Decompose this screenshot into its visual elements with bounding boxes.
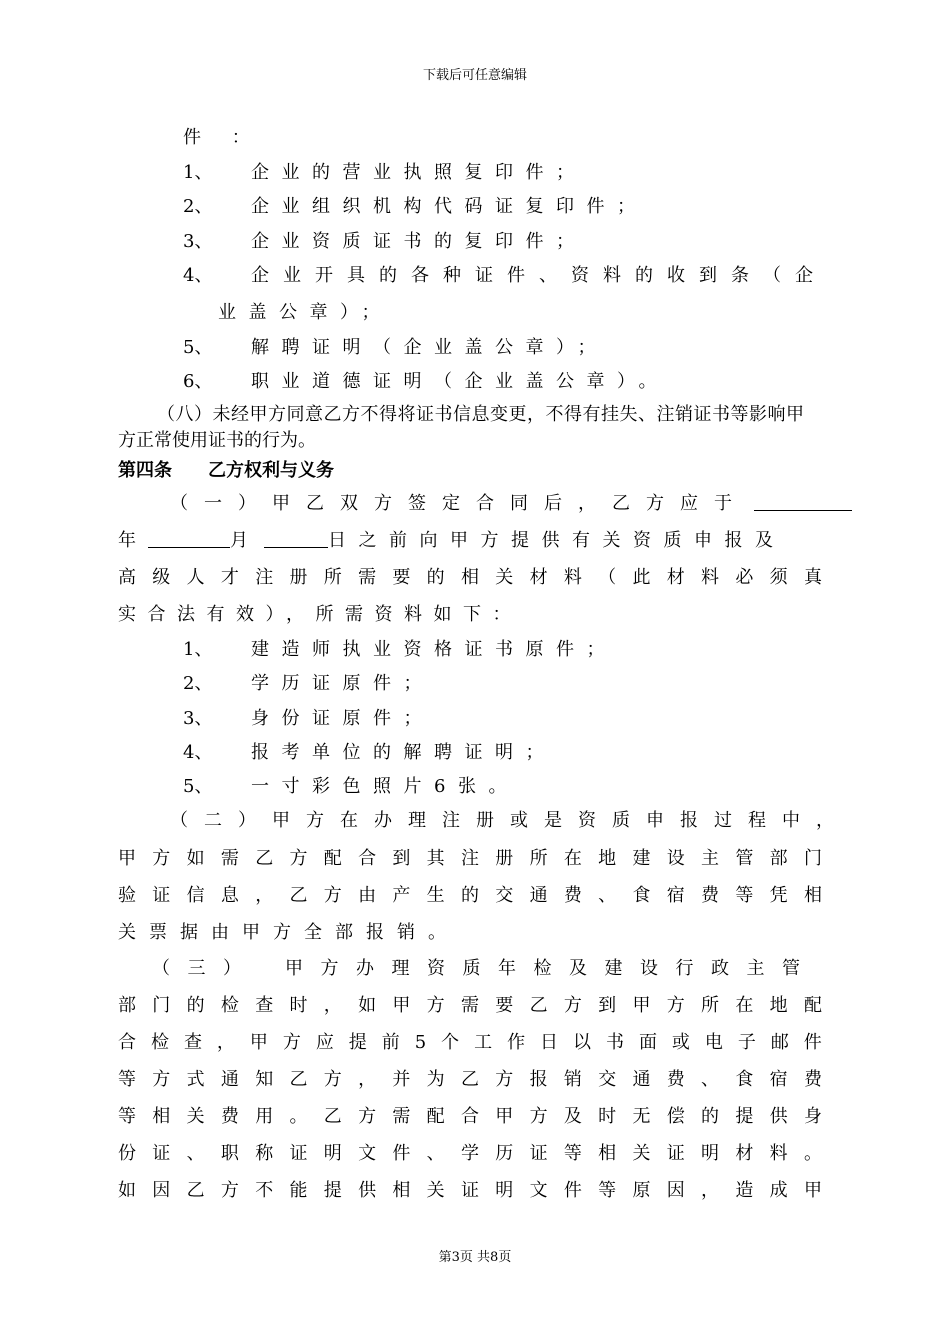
glyph: 应 bbox=[315, 1032, 334, 1053]
glyph: 交 bbox=[598, 1069, 617, 1090]
glyph: 无 bbox=[632, 1106, 651, 1127]
glyph: 息 bbox=[220, 885, 239, 906]
glyph: 方 bbox=[529, 1106, 548, 1127]
text-span: 月 bbox=[230, 530, 248, 551]
glyph: 成 bbox=[769, 1180, 788, 1201]
paragraph-line bbox=[170, 492, 852, 515]
glyph: 证 bbox=[460, 1180, 479, 1201]
glyph: 方 bbox=[220, 1180, 239, 1201]
glyph: 设 bbox=[666, 848, 685, 869]
glyph: ， bbox=[323, 995, 342, 1016]
blank-line bbox=[264, 529, 328, 548]
glyph: 学 bbox=[460, 1143, 479, 1164]
list-item bbox=[183, 196, 648, 218]
glyph: 职 bbox=[220, 1143, 239, 1164]
glyph: 个 bbox=[441, 1032, 460, 1053]
list-item bbox=[183, 162, 587, 184]
glyph: 查 bbox=[255, 995, 274, 1016]
paragraph-line: 实合法有效），所需资料如下： bbox=[118, 604, 522, 625]
glyph: 配 bbox=[803, 995, 822, 1016]
list-item bbox=[183, 265, 827, 287]
glyph: 原 bbox=[632, 1180, 651, 1201]
glyph: 明 bbox=[323, 1143, 342, 1164]
text-line: 件 ： bbox=[183, 127, 263, 148]
list-item bbox=[183, 371, 669, 393]
paragraph-line: （八）未经甲方同意乙方不得将证书信息变更，不得有挂失、注销证书等影响甲 bbox=[157, 404, 805, 425]
glyph: 乙 bbox=[289, 885, 308, 906]
glyph: 前 bbox=[381, 1032, 400, 1053]
glyph: 费 bbox=[666, 1069, 685, 1090]
glyph: 检 bbox=[150, 1032, 169, 1053]
glyph: 证 bbox=[529, 1143, 548, 1164]
paragraph-line: （三） 甲方办理资质年检及建设行政主管 bbox=[152, 958, 818, 979]
list-number: 4、 bbox=[183, 742, 213, 763]
glyph: 才 bbox=[220, 567, 239, 588]
glyph: 食 bbox=[735, 1069, 754, 1090]
glyph: 的 bbox=[460, 885, 479, 906]
glyph: 件 bbox=[392, 1143, 411, 1164]
glyph: 乙 bbox=[186, 1180, 205, 1201]
glyph: 册 bbox=[289, 567, 308, 588]
glyph: 等 bbox=[118, 1069, 136, 1090]
glyph: 相 bbox=[598, 1143, 617, 1164]
glyph: 材 bbox=[529, 567, 548, 588]
glyph: 其 bbox=[426, 848, 445, 869]
glyph: 历 bbox=[495, 1143, 514, 1164]
glyph: 提 bbox=[323, 1180, 342, 1201]
paragraph-line bbox=[118, 885, 822, 907]
glyph: 真 bbox=[803, 567, 822, 588]
glyph: 合 bbox=[460, 1106, 479, 1127]
paragraph-line bbox=[118, 1143, 822, 1165]
list-number: 1、 bbox=[183, 162, 213, 183]
glyph: 甲 bbox=[495, 1106, 514, 1127]
glyph: 费 bbox=[803, 1069, 822, 1090]
glyph: 方 bbox=[563, 995, 582, 1016]
glyph: 须 bbox=[769, 567, 788, 588]
glyph: 。 bbox=[803, 1143, 822, 1164]
glyph: 关 bbox=[495, 567, 514, 588]
list-number: 2、 bbox=[183, 196, 213, 217]
glyph: 册 bbox=[495, 848, 514, 869]
glyph: 供 bbox=[358, 1180, 377, 1201]
glyph: 通 bbox=[632, 1069, 651, 1090]
glyph: 费 bbox=[563, 885, 582, 906]
glyph: 相 bbox=[392, 1180, 411, 1201]
glyph: 必 bbox=[735, 567, 754, 588]
glyph: 相 bbox=[152, 1106, 171, 1127]
glyph: 方 bbox=[282, 1032, 301, 1053]
glyph: 明 bbox=[495, 1180, 514, 1201]
glyph: 级 bbox=[152, 567, 171, 588]
glyph: 不 bbox=[255, 1180, 274, 1201]
glyph: 证 bbox=[289, 1143, 308, 1164]
text-span: （一）甲乙双方签定合同后，乙方应于 bbox=[170, 493, 748, 514]
glyph: 、 bbox=[598, 885, 617, 906]
glyph: 作 bbox=[507, 1032, 526, 1053]
glyph: 乙 bbox=[460, 1069, 479, 1090]
glyph: 高 bbox=[118, 567, 136, 588]
list-item bbox=[183, 673, 434, 695]
glyph: 以 bbox=[573, 1032, 592, 1053]
paragraph-line bbox=[118, 1032, 822, 1054]
glyph: 式 bbox=[186, 1069, 205, 1090]
glyph: 配 bbox=[323, 848, 342, 869]
list-text: 职业道德证明（企业盖公章）。 bbox=[251, 371, 669, 392]
glyph: 关 bbox=[632, 1143, 651, 1164]
glyph: 材 bbox=[666, 567, 685, 588]
glyph: 方 bbox=[426, 995, 445, 1016]
list-number: 6、 bbox=[183, 371, 213, 392]
glyph: 供 bbox=[769, 1106, 788, 1127]
glyph: 造 bbox=[735, 1180, 754, 1201]
glyph: 部 bbox=[769, 848, 788, 869]
glyph: 能 bbox=[289, 1180, 308, 1201]
paragraph-line: 方正常使用证书的行为。 bbox=[118, 430, 316, 451]
glyph: 或 bbox=[671, 1032, 690, 1053]
glyph: 查 bbox=[183, 1032, 202, 1053]
list-item bbox=[183, 231, 587, 253]
glyph: 需 bbox=[392, 1106, 411, 1127]
glyph: 甲 bbox=[632, 995, 651, 1016]
paragraph-line bbox=[118, 848, 822, 870]
glyph: 称 bbox=[255, 1143, 274, 1164]
glyph: 费 bbox=[701, 885, 720, 906]
paragraph-line bbox=[118, 567, 822, 589]
paragraph-line bbox=[118, 1180, 822, 1202]
paragraph-line bbox=[118, 1106, 822, 1128]
paragraph-line bbox=[118, 1069, 822, 1091]
glyph: 文 bbox=[358, 1143, 377, 1164]
glyph: 时 bbox=[598, 1106, 617, 1127]
list-item bbox=[183, 337, 608, 359]
glyph: 偿 bbox=[666, 1106, 685, 1127]
list-item bbox=[183, 708, 434, 730]
glyph: 方 bbox=[666, 995, 685, 1016]
glyph: 邮 bbox=[770, 1032, 789, 1053]
glyph: 由 bbox=[358, 885, 377, 906]
glyph: 等 bbox=[118, 1106, 136, 1127]
glyph: 时 bbox=[289, 995, 308, 1016]
glyph: 生 bbox=[426, 885, 445, 906]
glyph: 地 bbox=[598, 848, 617, 869]
glyph: ， bbox=[701, 1180, 720, 1201]
glyph: 方 bbox=[358, 1106, 377, 1127]
list-number: 4、 bbox=[183, 265, 213, 286]
glyph: 门 bbox=[803, 848, 822, 869]
section-heading: 第四条 乙方权利与义务 bbox=[118, 460, 334, 481]
glyph: 工 bbox=[474, 1032, 493, 1053]
glyph: 地 bbox=[769, 995, 788, 1016]
glyph: 所 bbox=[701, 995, 720, 1016]
glyph: 提 bbox=[735, 1106, 754, 1127]
glyph: 为 bbox=[426, 1069, 445, 1090]
glyph: 甲 bbox=[392, 995, 411, 1016]
list-item bbox=[183, 639, 617, 661]
glyph: 信 bbox=[186, 885, 205, 906]
glyph: 并 bbox=[392, 1069, 411, 1090]
list-number: 1、 bbox=[183, 639, 213, 660]
list-item bbox=[183, 776, 519, 798]
text-line: 业盖公章）； bbox=[218, 302, 392, 323]
blank-line bbox=[148, 529, 230, 548]
glyph: 证 bbox=[666, 1143, 685, 1164]
glyph: 面 bbox=[638, 1032, 657, 1053]
glyph: 件 bbox=[803, 1032, 822, 1053]
glyph: 相 bbox=[460, 567, 479, 588]
glyph: 合 bbox=[118, 1032, 136, 1053]
glyph: 注 bbox=[460, 848, 479, 869]
glyph: 在 bbox=[735, 995, 754, 1016]
glyph: 关 bbox=[186, 1106, 205, 1127]
glyph: 书 bbox=[605, 1032, 624, 1053]
glyph: 宿 bbox=[666, 885, 685, 906]
list-text: 报考单位的解聘证明； bbox=[251, 742, 556, 763]
glyph: 建 bbox=[632, 848, 651, 869]
glyph: 食 bbox=[632, 885, 651, 906]
glyph: 的 bbox=[701, 1106, 720, 1127]
list-number: 5、 bbox=[183, 776, 213, 797]
glyph: 合 bbox=[358, 848, 377, 869]
glyph: 关 bbox=[426, 1180, 445, 1201]
glyph: 管 bbox=[735, 848, 754, 869]
paragraph-line: 关票据由甲方全部报销。 bbox=[118, 922, 459, 943]
glyph: 文 bbox=[529, 1180, 548, 1201]
list-number: 3、 bbox=[183, 231, 213, 252]
glyph: 提 bbox=[348, 1032, 367, 1053]
glyph: 证 bbox=[152, 885, 171, 906]
glyph: 日 bbox=[540, 1032, 559, 1053]
glyph: 如 bbox=[186, 848, 205, 869]
list-number: 5、 bbox=[183, 337, 213, 358]
glyph: 注 bbox=[255, 567, 274, 588]
paragraph-line bbox=[118, 995, 822, 1017]
glyph: 。 bbox=[289, 1106, 308, 1127]
glyph: 要 bbox=[495, 995, 514, 1016]
glyph: 验 bbox=[118, 885, 136, 906]
glyph: 人 bbox=[186, 567, 205, 588]
glyph: （ bbox=[598, 567, 617, 588]
glyph: 料 bbox=[563, 567, 582, 588]
list-text: 企业的营业执照复印件； bbox=[251, 162, 587, 183]
glyph: 、 bbox=[186, 1143, 205, 1164]
glyph: 产 bbox=[392, 885, 411, 906]
glyph: 销 bbox=[563, 1069, 582, 1090]
glyph: 方 bbox=[323, 1069, 342, 1090]
list-text: 企业资质证书的复印件； bbox=[251, 231, 587, 252]
glyph: 乙 bbox=[255, 848, 274, 869]
glyph: 需 bbox=[460, 995, 479, 1016]
glyph: 乙 bbox=[289, 1069, 308, 1090]
list-text: 企业组织机构代码证复印件； bbox=[251, 196, 648, 217]
glyph: 电 bbox=[704, 1032, 723, 1053]
glyph: 到 bbox=[392, 848, 411, 869]
glyph: 、 bbox=[701, 1069, 720, 1090]
glyph: 报 bbox=[529, 1069, 548, 1090]
blank-line bbox=[754, 492, 852, 511]
paragraph-line: （二）甲方在办理注册或是资质申报过程中， bbox=[170, 810, 850, 831]
glyph: 所 bbox=[529, 848, 548, 869]
glyph: ， bbox=[255, 885, 274, 906]
glyph: 要 bbox=[392, 567, 411, 588]
list-text: 企业开具的各种证件、资料的收到条（企 bbox=[251, 265, 827, 286]
glyph: 通 bbox=[220, 1069, 239, 1090]
glyph: 等 bbox=[563, 1143, 582, 1164]
glyph: 通 bbox=[529, 885, 548, 906]
list-number: 3、 bbox=[183, 708, 213, 729]
page-header: 下载后可任意编辑 bbox=[422, 68, 527, 83]
glyph: 交 bbox=[495, 885, 514, 906]
glyph: 5 bbox=[414, 1032, 427, 1053]
list-text: 一寸彩色照片6张。 bbox=[251, 776, 519, 797]
glyph: 到 bbox=[598, 995, 617, 1016]
paragraph-line bbox=[118, 529, 786, 552]
glyph: 检 bbox=[220, 995, 239, 1016]
text-span: 年 bbox=[118, 530, 136, 551]
glyph: 需 bbox=[358, 567, 377, 588]
glyph: 部 bbox=[118, 995, 136, 1016]
glyph: 乙 bbox=[529, 995, 548, 1016]
glyph: 证 bbox=[152, 1143, 171, 1164]
glyph: 子 bbox=[737, 1032, 756, 1053]
glyph: ， bbox=[216, 1032, 235, 1053]
glyph: 方 bbox=[289, 848, 308, 869]
glyph: 如 bbox=[358, 995, 377, 1016]
glyph: 因 bbox=[666, 1180, 685, 1201]
glyph: 的 bbox=[186, 995, 205, 1016]
glyph: 费 bbox=[220, 1106, 239, 1127]
glyph: 料 bbox=[769, 1143, 788, 1164]
glyph: 所 bbox=[323, 567, 342, 588]
list-text: 建造师执业资格证书原件； bbox=[251, 639, 617, 660]
glyph: 主 bbox=[701, 848, 720, 869]
glyph: 甲 bbox=[803, 1180, 822, 1201]
glyph: 明 bbox=[701, 1143, 720, 1164]
glyph: 用 bbox=[255, 1106, 274, 1127]
glyph: 料 bbox=[701, 567, 720, 588]
glyph: 身 bbox=[803, 1106, 822, 1127]
glyph: 等 bbox=[598, 1180, 617, 1201]
glyph: 甲 bbox=[249, 1032, 268, 1053]
glyph: 相 bbox=[803, 885, 822, 906]
page-footer: 第3页 共8页 bbox=[438, 1250, 512, 1265]
glyph: 方 bbox=[495, 1069, 514, 1090]
glyph: 宿 bbox=[769, 1069, 788, 1090]
list-item bbox=[183, 742, 556, 764]
glyph: 及 bbox=[563, 1106, 582, 1127]
list-text: 身份证原件； bbox=[251, 708, 434, 729]
glyph: 在 bbox=[563, 848, 582, 869]
glyph: 材 bbox=[735, 1143, 754, 1164]
glyph: 等 bbox=[735, 885, 754, 906]
glyph: 件 bbox=[563, 1180, 582, 1201]
glyph: 乙 bbox=[323, 1106, 342, 1127]
glyph: 方 bbox=[323, 885, 342, 906]
glyph: 方 bbox=[152, 1069, 171, 1090]
glyph: 门 bbox=[152, 995, 171, 1016]
glyph: 知 bbox=[255, 1069, 274, 1090]
glyph: 、 bbox=[426, 1143, 445, 1164]
text-span: 日之前向甲方提供有关资质申报及 bbox=[328, 530, 786, 551]
list-text: 学历证原件； bbox=[251, 673, 434, 694]
glyph: 份 bbox=[118, 1143, 136, 1164]
glyph: 需 bbox=[220, 848, 239, 869]
glyph: 此 bbox=[632, 567, 651, 588]
glyph: 如 bbox=[118, 1180, 136, 1201]
glyph: 因 bbox=[152, 1180, 171, 1201]
list-text: 解聘证明（企业盖公章）； bbox=[251, 337, 608, 358]
glyph: 甲 bbox=[118, 848, 136, 869]
glyph: 配 bbox=[426, 1106, 445, 1127]
glyph: 方 bbox=[152, 848, 171, 869]
list-number: 2、 bbox=[183, 673, 213, 694]
glyph: 的 bbox=[426, 567, 445, 588]
glyph: 凭 bbox=[769, 885, 788, 906]
glyph: ， bbox=[358, 1069, 377, 1090]
